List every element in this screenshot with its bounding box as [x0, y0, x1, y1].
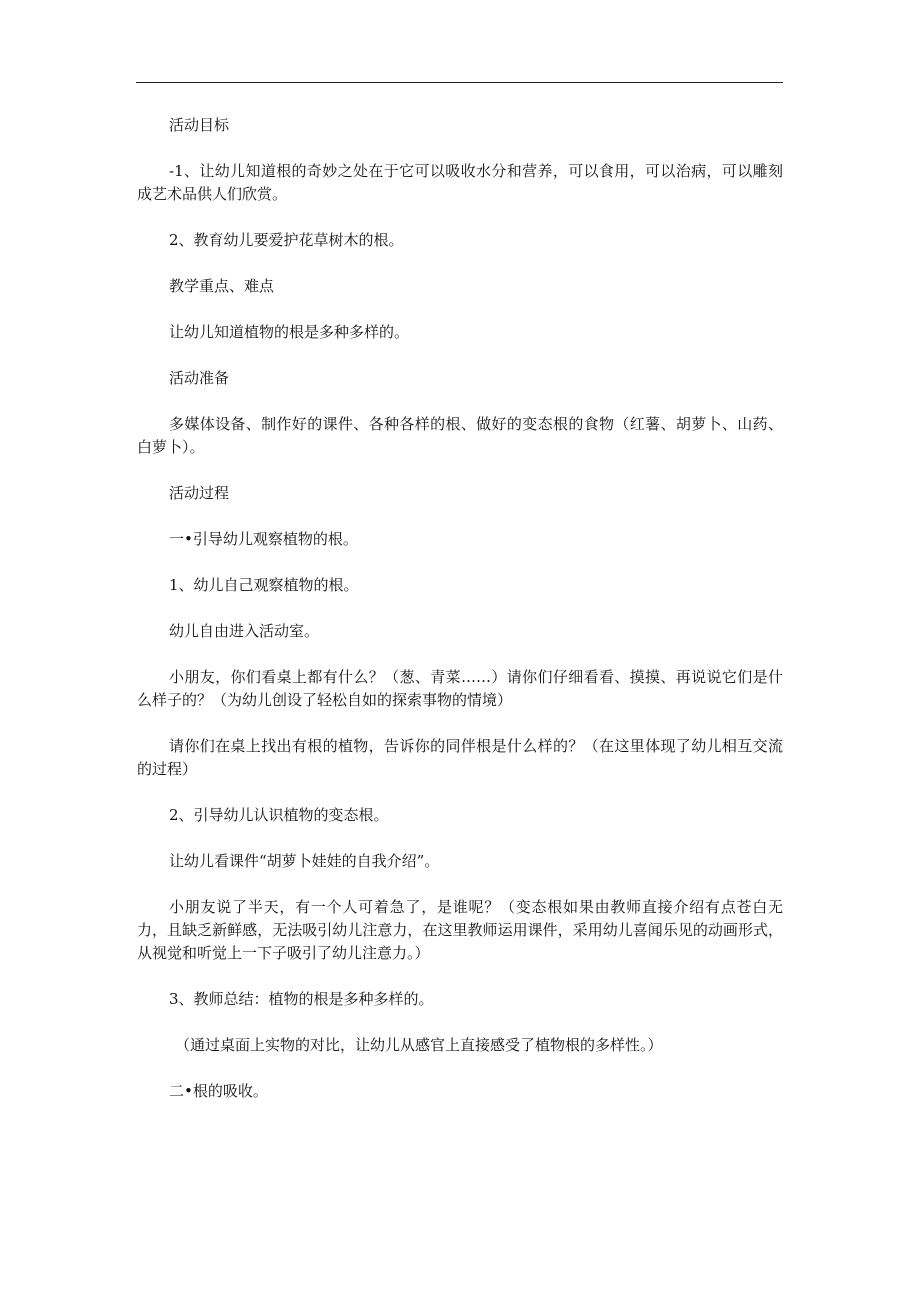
heading-key-points: 教学重点、难点 [169, 277, 275, 295]
process-text: 小朋友说了半天，有一个人可着急了，是谁呢？（变态根如果由教师直接介绍有点苍白无力，且缺乏新鲜感，无法吸引幼儿注意力，在这里教师运用课件，采用幼儿喜闻乐见的动画形式，从视觉和听觉上一下子吸引了幼儿注意力。） [137, 898, 783, 962]
process-substep-1: 1、幼儿自己观察植物的根。 [169, 576, 359, 594]
goal-item-1: -1、让幼儿知道根的奇妙之处在于它可以吸收水分和营养，可以食用，可以治病，可以雕刻成艺术品供人们欣赏。 [137, 162, 783, 203]
process-step-2: 二•根的吸收。 [169, 1082, 268, 1100]
document-body [137, 114, 783, 1126]
process-text: 让幼儿看课件“胡萝卜娃娃的自我介绍”。 [169, 852, 440, 870]
process-text: 请你们在桌上找出有根的植物，告诉你的同伴根是什么样的？（在这里体现了幼儿相互交流的过程） [137, 737, 783, 778]
header-rule [136, 82, 783, 83]
heading-process: 活动过程 [169, 484, 230, 502]
goal-item-2: 2、教育幼儿要爱护花草树木的根。 [169, 231, 404, 249]
process-substep-3: 3、教师总结：植物的根是多种多样的。 [169, 990, 434, 1008]
process-substep-2: 2、引导幼儿认识植物的变态根。 [169, 806, 389, 824]
process-note: （通过桌面上实物的对比，让幼儿从感官上直接感受了植物根的多样性。） [175, 1036, 663, 1054]
process-text: 幼儿自由进入活动室。 [169, 622, 320, 640]
process-text: 小朋友，你们看桌上都有什么？（葱、青菜……）请你们仔细看看、摸摸、再说说它们是什么样子的？（为幼儿创设了轻松自如的探索事物的情境） [137, 668, 783, 709]
key-points-text: 让幼儿知道植物的根是多种多样的。 [169, 323, 410, 341]
heading-preparation: 活动准备 [169, 369, 230, 387]
process-step-1: 一•引导幼儿观察植物的根。 [169, 530, 358, 548]
heading-activity-goals: 活动目标 [169, 116, 230, 134]
preparation-text: 多媒体设备、制作好的课件、各种各样的根、做好的变态根的食物（红薯、胡萝卜、山药、白萝卜）。 [137, 415, 783, 456]
